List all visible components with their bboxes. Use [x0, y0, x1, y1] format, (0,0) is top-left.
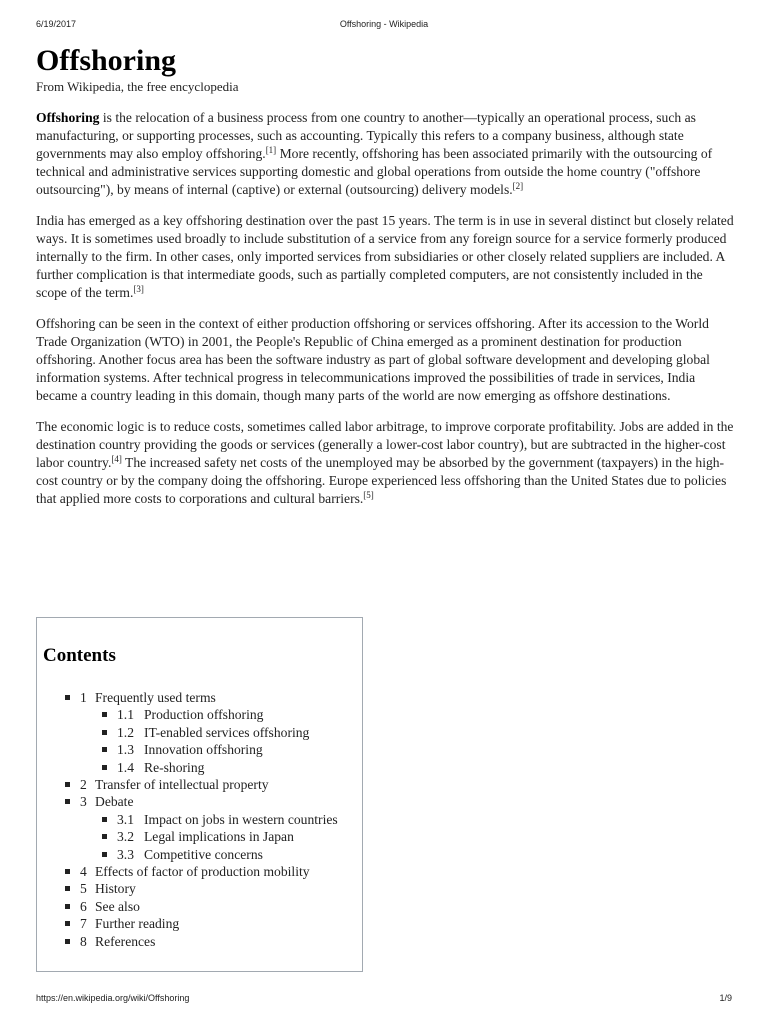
paragraph-text: India has emerged as a key offshoring destination over the past 15 years. The term is in use in several distinct but closely related ways. It is sometimes used broadly to include substitution of a service from any foreign source for a service formerly produced internally to the firm. In other cases, only imported services from subsidiaries or other closely related suppliers are included. A further complication is that intermediate goods, such as partially completed computers, are not consistently included in the scope of the term.	[36, 213, 734, 300]
toc-number: 6	[80, 898, 87, 914]
bullet-icon	[102, 765, 107, 770]
toc-label: Competitive concerns	[144, 846, 263, 862]
toc-label: Effects of factor of production mobility	[95, 864, 310, 880]
bullet-icon	[65, 904, 70, 909]
paragraph-context	[36, 315, 736, 405]
toc-number: 3	[80, 794, 87, 810]
citation-link[interactable]: [5]	[363, 490, 374, 500]
toc-number: 4	[80, 864, 87, 880]
bullet-icon	[102, 712, 107, 717]
print-header	[36, 19, 732, 31]
toc-item[interactable]	[62, 880, 338, 897]
paragraph-text: More recently, offshoring has been associated primarily with the outsourcing of technical and administrative services supporting domestic and global operations from outside the home country ("offshore outsourcing"), by means of internal (captive) or external (outsourcing) delivery models.	[36, 146, 713, 197]
toc-item[interactable]	[62, 793, 338, 810]
toc-label: IT-enabled services offshoring	[144, 724, 310, 740]
toc-item[interactable]	[99, 846, 338, 863]
print-footer	[36, 993, 732, 1005]
bullet-icon	[65, 799, 70, 804]
bullet-icon	[102, 852, 107, 857]
bullet-icon	[65, 782, 70, 787]
toc-number: 3.2	[117, 829, 134, 845]
toc-label: Legal implications in Japan	[144, 829, 294, 845]
paragraph-intro	[36, 109, 736, 199]
citation-link[interactable]: [2]	[512, 181, 524, 191]
toc-item[interactable]	[99, 759, 338, 776]
toc-list	[62, 689, 338, 950]
toc-item[interactable]	[62, 933, 338, 950]
toc-label: References	[95, 933, 156, 949]
toc-number: 3.3	[117, 846, 134, 862]
toc-label: Transfer of intellectual property	[95, 777, 269, 793]
toc-item[interactable]	[99, 741, 338, 758]
citation-link[interactable]: [3]	[133, 284, 144, 294]
toc-label: Further reading	[95, 916, 180, 932]
bullet-icon	[102, 747, 107, 752]
toc-item[interactable]	[62, 689, 338, 706]
toc-label: Re-shoring	[144, 759, 205, 775]
toc-number: 1.2	[117, 724, 134, 740]
bullet-icon	[65, 869, 70, 874]
toc-item[interactable]	[62, 898, 338, 915]
bold-term: Offshoring	[36, 110, 100, 125]
citation-link[interactable]: [4]	[111, 454, 122, 464]
toc-number: 3.1	[117, 811, 134, 827]
toc-number: 1	[80, 690, 87, 705]
paragraph-text: The economic logic is to reduce costs, sometimes called labor arbitrage, to improve corporate profitability. Jobs are added in the destination country providing the goods or services (generally a lower-cost labor country), but are subtracted in the higher-cost labor country.	[36, 419, 734, 470]
toc-number: 2	[80, 777, 87, 793]
toc-label: Frequently used terms	[95, 690, 216, 705]
toc-label: Debate	[95, 794, 134, 810]
toc-number: 1.3	[117, 742, 134, 758]
toc-item[interactable]	[62, 776, 338, 793]
paragraph-text: Offshoring can be seen in the context of either production offshoring or services offshoring. After its accession to the World Trade Organization (WTO) in 2001, the People's Republic of China emerged as a prominent destination for production offshoring. Another focus area has been the software industry as part of global software development and developing global information systems. After technical progress in telecommunications improved the possibilities of trade in services, India became a country leading in this domain, though many parts of the world are now emerging as offshore destinations.	[36, 316, 710, 403]
toc-label: History	[95, 881, 136, 897]
bullet-icon	[102, 817, 107, 822]
paragraph-india	[36, 212, 736, 302]
bullet-icon	[65, 886, 70, 891]
toc-number: 5	[80, 881, 87, 897]
paragraph-text: The increased safety net costs of the unemployed may be absorbed by the government (taxpayers) in the high-cost country or by the company doing the offshoring. Europe experienced less offshoring than the United States due to policies that applied more costs to corporations and cultural barriers.	[36, 455, 727, 506]
page-title: Offshoring	[36, 44, 177, 77]
toc-item[interactable]	[99, 828, 338, 845]
toc-item[interactable]	[99, 811, 338, 828]
article-body	[36, 109, 736, 521]
bullet-icon	[65, 695, 70, 700]
bullet-icon	[102, 730, 107, 735]
site-tagline: From Wikipedia, the free encyclopedia	[36, 79, 239, 94]
toc-number: 7	[80, 916, 87, 932]
toc-number: 1.1	[117, 707, 134, 723]
bullet-icon	[102, 834, 107, 839]
toc-item[interactable]	[99, 724, 338, 741]
toc-number: 1.4	[117, 759, 134, 775]
print-page-title: Offshoring - Wikipedia	[339, 19, 429, 29]
print-page-count: 1/9	[719, 993, 732, 1003]
toc-item[interactable]	[62, 915, 338, 932]
bullet-icon	[65, 939, 70, 944]
toc-number: 8	[80, 933, 87, 949]
citation-link[interactable]: [1]	[265, 145, 277, 155]
toc-label: Production offshoring	[144, 707, 264, 723]
paragraph-text: is the relocation of a business process from one country to another—typically an operational process, such as manufacturing, or supporting processes, such as accounting. Typically this refers to a company business, although state governments may also employ offshoring.	[36, 110, 696, 161]
toc-label: Impact on jobs in western countries	[144, 811, 338, 827]
paragraph-economic-logic	[36, 418, 736, 508]
print-date: 6/19/2017	[36, 19, 77, 29]
toc-title: Contents	[43, 645, 116, 666]
toc-item[interactable]	[62, 863, 338, 880]
toc-label: See also	[95, 898, 140, 914]
toc-item[interactable]	[99, 706, 338, 723]
print-url: https://en.wikipedia.org/wiki/Offshoring	[36, 993, 190, 1003]
bullet-icon	[65, 921, 70, 926]
table-of-contents	[36, 617, 363, 972]
toc-label: Innovation offshoring	[144, 742, 263, 758]
